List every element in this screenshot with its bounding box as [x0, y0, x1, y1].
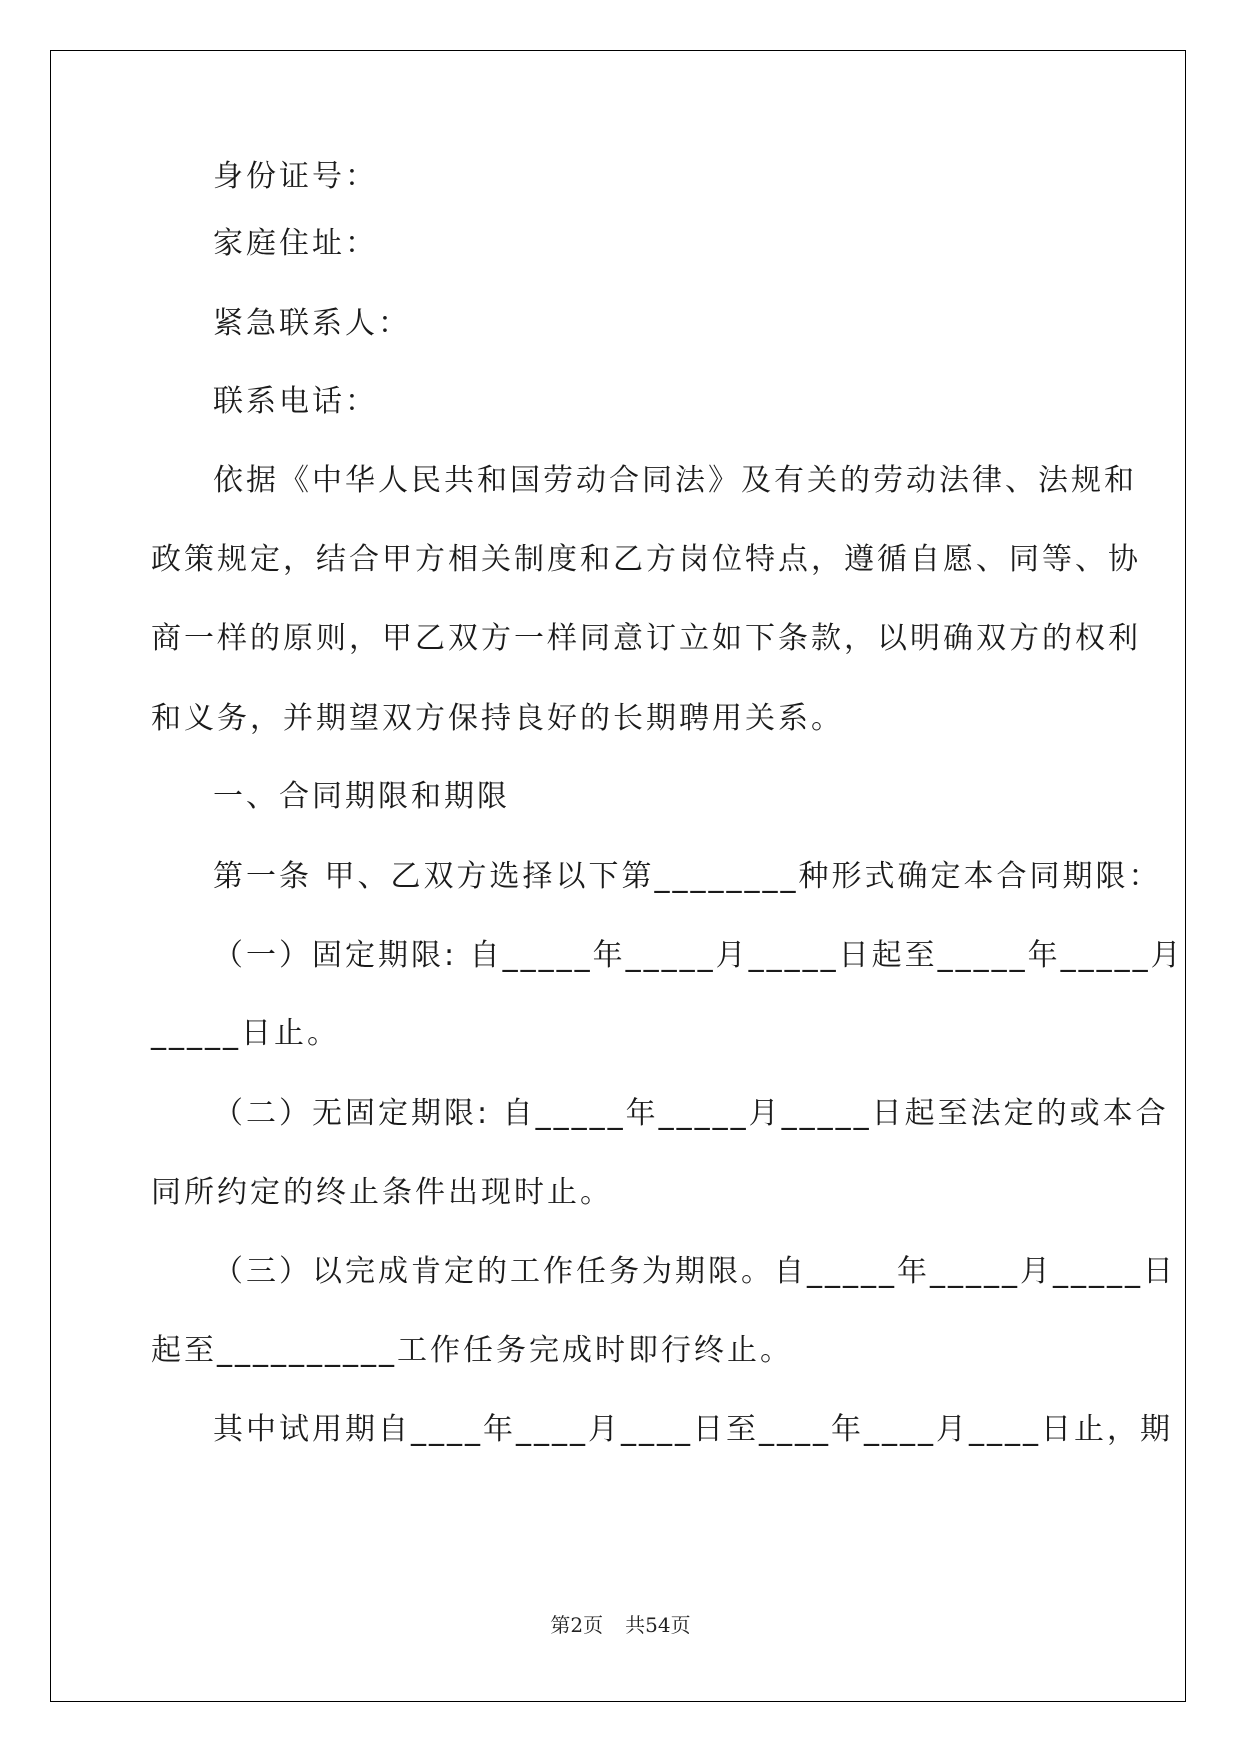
- page-footer: [0, 1613, 1241, 1637]
- body-paragraph-line: 政策规定，结合甲方相关制度和乙方岗位特点，遵循自愿、同等、协: [151, 542, 1141, 577]
- body-paragraph-line: 和义务，并期望双方保持良好的长期聘用关系。: [151, 701, 844, 736]
- body-paragraph-line: 商一样的原则，甲乙双方一样同意订立如下条款，以明确双方的权利: [151, 621, 1141, 656]
- task-term-line: 起至__________工作任务完成时即行终止。: [151, 1333, 793, 1368]
- home-address-label: 家庭住址：: [213, 226, 378, 261]
- fixed-term-line: （一）固定期限: 自_____年_____月_____日起至_____年_____月: [213, 938, 1184, 973]
- fixed-term-line: _____日止。: [151, 1016, 340, 1051]
- open-term-line: （二）无固定期限: 自_____年_____月_____日起至法定的或本合: [213, 1096, 1169, 1131]
- section-heading: 一、合同期限和期限: [213, 779, 510, 814]
- task-term-line: （三）以完成肯定的工作任务为期限。自_____年_____月_____日: [213, 1254, 1176, 1289]
- contact-phone-label: 联系电话：: [213, 384, 378, 419]
- body-paragraph-line: 依据《中华人民共和国劳动合同法》及有关的劳动法律、法规和: [213, 463, 1137, 498]
- emergency-contact-label: 紧急联系人：: [213, 306, 411, 341]
- article-one-line: 第一条 甲、乙双方选择以下第________种形式确定本合同期限：: [213, 859, 1162, 894]
- open-term-line: 同所约定的终止条件出现时止。: [151, 1175, 613, 1210]
- id-number-label: 身份证号：: [213, 159, 378, 194]
- page-total: 共54页: [625, 1613, 691, 1637]
- page-number: 第2页: [550, 1613, 604, 1637]
- probation-line: 其中试用期自____年____月____日至____年____月____日止，期: [213, 1412, 1173, 1447]
